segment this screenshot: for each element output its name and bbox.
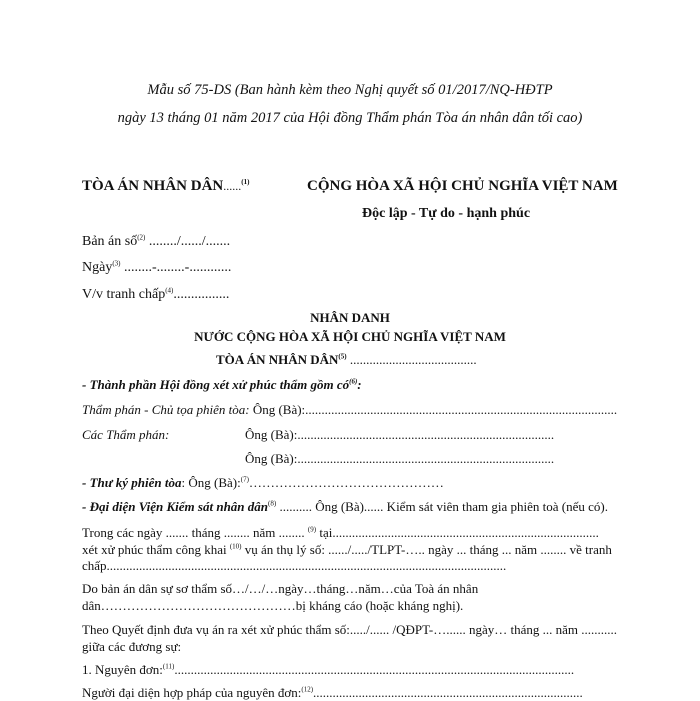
presiding-judge-label: Thẩm phán - Chủ tọa phiên tòa: [82, 402, 250, 417]
judge-1-value: Ông (Bà):............................................................................... [245, 427, 555, 442]
judgment-number-label: Bản án số [82, 234, 138, 249]
presiding-judge-value: Ông (Bà):................................................................................................ [249, 402, 618, 417]
clerk-note: (7) [240, 475, 249, 484]
plaintiff-label: 1. Nguyên đơn: [82, 662, 163, 677]
hearing-line-1-b: tại.................................................................................. [316, 525, 599, 540]
judge-2-value: Ông (Bà):............................................................................... [245, 451, 555, 466]
procuracy-note: (8) [268, 499, 277, 508]
dispute-subject [82, 287, 229, 303]
hearing-line-1-a: Trong các ngày ....... tháng ........ năm ........ [82, 525, 308, 540]
nation-title: CỘNG HÒA XÃ HỘI CHỦ NGHĨA VIỆT NAM [307, 178, 618, 194]
judges-line-1 [82, 427, 682, 443]
clerk-dots: ……………………………………… [248, 475, 444, 490]
dispute-subject-note: (4) [165, 286, 174, 295]
court-name-text: TÒA ÁN NHÂN DÂN [82, 178, 224, 194]
judgment-date-note: (3) [112, 259, 121, 268]
judgment-number-value: ......../....../....... [145, 234, 231, 249]
plaintiff-note: (11) [162, 662, 175, 671]
court-name-dots: ...... [223, 179, 242, 193]
appeal-line-1: Do bản án dân sự sơ thẩm số…/…/…ngày…tháng…năm…của Toà án nhân [82, 581, 479, 596]
hearing-line-2-note: (10) [229, 542, 242, 551]
hearing-line-2-b: vụ án thụ lý số: ....../...../TLPT-….. ngày ... tháng ... năm ........ về tranh [241, 542, 612, 557]
title-on-behalf: NHÂN DANH [310, 310, 390, 325]
decision-line-1: Theo Quyết định đưa vụ án ra xét xử phúc thẩm số:...../...... /QĐPT-…...... ngày… tháng ... năm ........... [82, 622, 617, 637]
procuracy-value: .......... Ông (Bà)...... Kiểm sát viên tham gia phiên toà (nếu có). [276, 499, 608, 514]
plaintiff-line [82, 662, 574, 678]
presiding-judge-line [82, 402, 617, 418]
panel-heading [82, 377, 362, 393]
panel-heading-end: : [357, 377, 362, 392]
judgment-date-value: ........-........-............ [120, 260, 232, 275]
judgment-number-note: (2) [137, 233, 146, 242]
court-name [82, 178, 249, 194]
plaintiff-dots: ........................................................................................................................... [174, 662, 575, 677]
clerk-value: : Ông (Bà): [181, 475, 241, 490]
hearing-line-2 [82, 542, 612, 558]
hearing-line-3: chấp........................................................................................................................... [82, 558, 507, 573]
title-court-dots: ....................................... [346, 352, 477, 367]
procuracy-label: - Đại diện Viện Kiểm sát nhân dân [82, 499, 269, 514]
decision-line-2: giữa các đương sự: [82, 639, 182, 654]
judgment-date [82, 260, 231, 276]
representative-dots: ................................................................................... [313, 685, 583, 700]
clerk-label: - Thư ký phiên tòa [82, 475, 182, 490]
panel-heading-note: (6) [349, 377, 358, 386]
title-court [216, 352, 477, 368]
title-nation: NƯỚC CỘNG HÒA XÃ HỘI CHỦ NGHĨA VIỆT NAM [194, 329, 506, 344]
title-court-label: TÒA ÁN NHÂN DÂN [216, 352, 339, 367]
dispute-subject-value: ................ [173, 287, 230, 302]
procuracy-line [82, 499, 608, 515]
dispute-subject-label: V/v tranh chấp [82, 287, 166, 302]
judgment-date-label: Ngày [82, 260, 113, 275]
form-header-line-1: Mẫu số 75-DS (Ban hành kèm theo Nghị quyết số 01/2017/NQ-HĐTP [147, 82, 553, 98]
representative-line [82, 685, 583, 701]
hearing-line-2-a: xét xử phúc thẩm công khai [82, 542, 230, 557]
clerk-line [82, 475, 444, 491]
hearing-line-1 [82, 525, 599, 541]
representative-label: Người đại diện hợp pháp của nguyên đơn: [82, 685, 302, 700]
court-name-note: (1) [241, 178, 250, 186]
appeal-line-2: dân………………………………………bị kháng cáo (hoặc kháng nghị). [82, 598, 464, 613]
judgment-number [82, 234, 230, 250]
representative-note: (12) [301, 685, 314, 694]
panel-heading-text: - Thành phần Hội đồng xét xử phúc thẩm gồm có [82, 377, 350, 392]
title-court-note: (5) [338, 352, 347, 361]
nation-motto: Độc lập - Tự do - hạnh phúc [362, 206, 531, 221]
hearing-line-1-note: (9) [307, 525, 317, 534]
form-header-line-2: ngày 13 tháng 01 năm 2017 của Hội đồng Thẩm phán Tòa án nhân dân tối cao) [117, 110, 583, 126]
judges-label: Các Thẩm phán: [82, 427, 170, 442]
